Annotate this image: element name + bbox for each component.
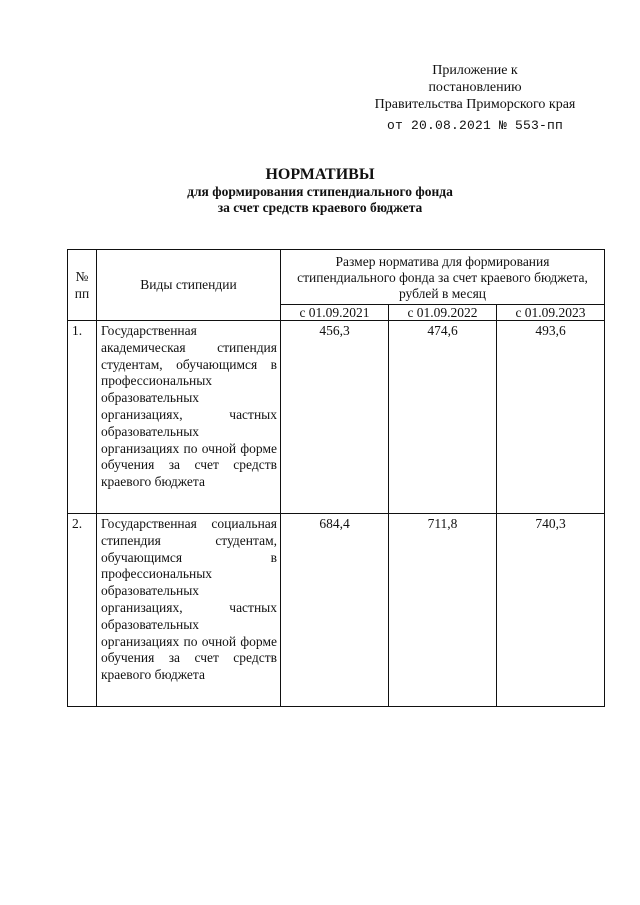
document-title (0, 166, 640, 216)
table-row (68, 514, 605, 707)
row-value-2022: 474,6 (389, 321, 497, 514)
row-value-2023: 740,3 (497, 514, 605, 707)
header-num: № пп (68, 250, 97, 321)
header-row (68, 250, 605, 305)
header-type: Виды стипендии (97, 250, 281, 321)
annex-line-3: Правительства Приморского края (374, 97, 576, 112)
title-main: НОРМАТИВЫ (265, 166, 375, 183)
row-value-2021: 684,4 (281, 514, 389, 707)
header-date-2021: с 01.09.2021 (281, 305, 389, 321)
annex-line-2: постановлению (428, 80, 522, 95)
row-value-2023: 493,6 (497, 321, 605, 514)
annex-block (360, 62, 590, 134)
row-value-2022: 711,8 (389, 514, 497, 707)
row-value-2021: 456,3 (281, 321, 389, 514)
header-date-2023: с 01.09.2023 (497, 305, 605, 321)
header-size: Размер норматива для формирования стипендиального фонда за счет краевого бюджета, рублей в месяц (281, 250, 605, 305)
row-number: 2. (68, 514, 97, 707)
title-sub-1: для формирования стипендиального фонда (187, 184, 453, 199)
row-description: Государственная социальная стипендия студентам, обучающимся в профессиональных образовательных организациях, частных образовательных организациях по очной форме обучения за счет средств краевого бюджета (97, 514, 281, 707)
row-number: 1. (68, 321, 97, 514)
annex-reference: от 20.08.2021 № 553-пп (386, 118, 564, 133)
annex-line-1: Приложение к (432, 63, 518, 78)
table-row (68, 321, 605, 514)
norms-table (67, 249, 605, 707)
row-description: Государственная академическая стипендия студентам, обучающимся в профессиональных образовательных организациях, частных образовательных организациях по очной форме обучения за счет средств краевого бюджета (97, 321, 281, 514)
title-sub-2: за счет средств краевого бюджета (217, 200, 423, 215)
header-date-2022: с 01.09.2022 (389, 305, 497, 321)
